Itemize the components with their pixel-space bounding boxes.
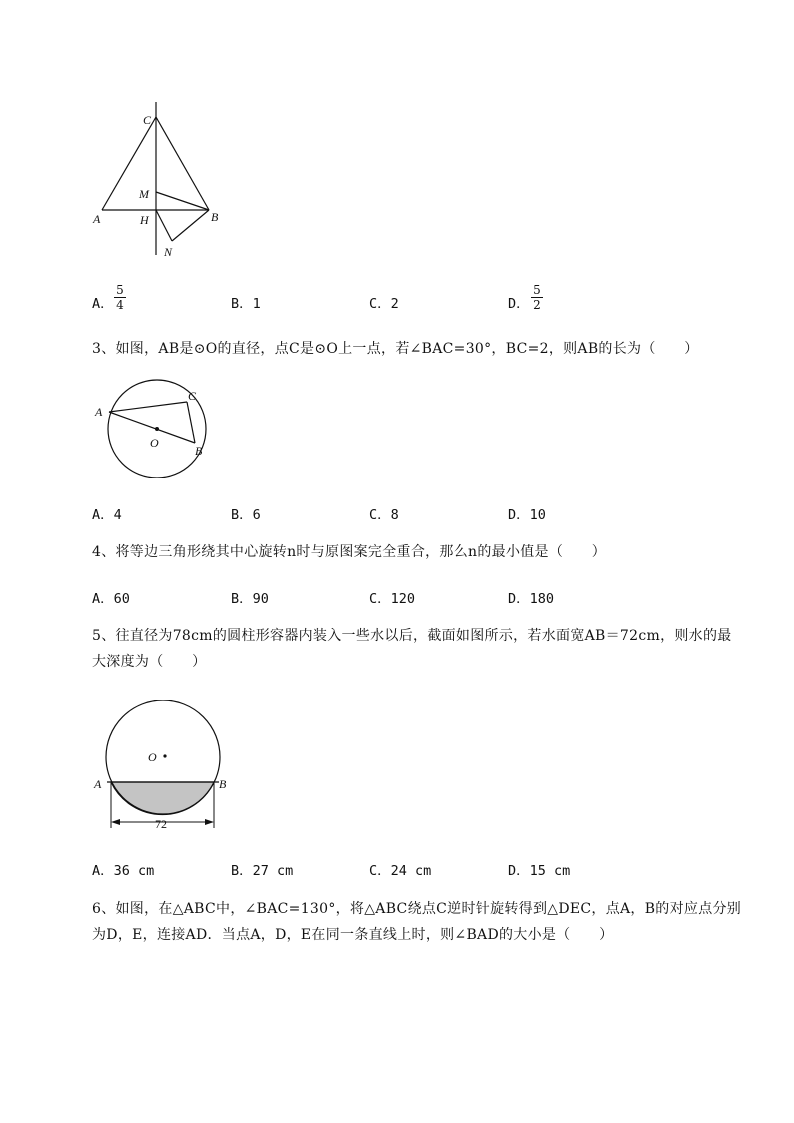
q4-option-b[interactable]: B．90 xyxy=(231,591,269,607)
q5-text-line1: 5、往直径为78cm的圆柱形容器内装入一些水以后，截面如图所示，若水面宽AB＝72cm，则水的最 xyxy=(92,628,732,644)
q3-figure xyxy=(88,378,218,478)
q5-label-b: B xyxy=(219,777,227,791)
q3-text: 3、如图，AB是⊙O的直径，点C是⊙O上一点，若∠BAC=30°，BC=2，则AB的长为（ ） xyxy=(92,341,699,357)
q3-label-b: B xyxy=(195,444,203,458)
q2-segment-nh xyxy=(156,210,172,241)
q5-option-c[interactable]: C．24 cm xyxy=(369,863,432,879)
q3-option-b[interactable]: B．6 xyxy=(231,507,261,523)
q2-option-c-value: 2 xyxy=(390,296,399,312)
q3-label-c: C xyxy=(188,389,197,403)
q6-text-line1: 6、如图，在△ABC中，∠BAC=130°，将△ABC绕点C逆时针旋转得到△DEC，点A，B的对应点分别 xyxy=(92,901,742,917)
q3-option-d[interactable]: D．10 xyxy=(508,507,546,523)
q2-option-a-numerator: 5 xyxy=(114,283,126,298)
q2-option-d-prefix: D． xyxy=(508,296,530,312)
q2-segment-mb xyxy=(156,192,209,210)
q5-label-width: 72 xyxy=(155,817,167,831)
q2-option-a[interactable] xyxy=(92,292,114,312)
q2-option-d-denominator: 2 xyxy=(533,298,541,312)
q2-option-b-prefix: B． xyxy=(231,296,253,312)
q2-label-a: A xyxy=(93,212,101,226)
q5-dimension-arrow-right xyxy=(205,819,214,825)
q2-option-b-value: 1 xyxy=(252,296,261,312)
q2-option-c-prefix: C． xyxy=(369,296,391,312)
q2-option-d-numerator: 5 xyxy=(531,283,543,298)
q2-side-cb xyxy=(156,117,209,210)
q2-label-m: M xyxy=(139,187,149,201)
q3-center-point xyxy=(155,427,159,431)
q2-label-b: B xyxy=(211,210,219,224)
q3-option-c[interactable]: C．8 xyxy=(369,507,399,523)
q3-chord-ac xyxy=(109,402,187,412)
q4-text: 4、将等边三角形绕其中心旋转n时与原图案完全重合，那么n的最小值是（ ） xyxy=(92,544,607,560)
q2-option-b[interactable] xyxy=(231,292,261,312)
q4-option-c[interactable]: C．120 xyxy=(369,591,416,607)
q5-figure xyxy=(88,700,238,840)
q2-option-c[interactable] xyxy=(369,292,399,312)
q6-text-line2: 为D，E，连接AD．当点A，D，E在同一条直线上时，则∠BAD的大小是（ ） xyxy=(92,927,614,943)
q2-label-h: H xyxy=(140,213,149,227)
q5-text-line2: 大深度为（ ） xyxy=(92,654,207,670)
q5-label-a: A xyxy=(94,777,102,791)
q2-option-a-prefix: A． xyxy=(92,296,114,312)
q2-label-n: N xyxy=(164,245,173,259)
q3-option-a[interactable]: A．4 xyxy=(92,507,122,523)
q2-segment-bn xyxy=(172,210,209,241)
q2-option-a-denominator: 4 xyxy=(116,298,124,312)
q3-chord-cb xyxy=(187,402,195,443)
q5-option-b[interactable]: B．27 cm xyxy=(231,863,294,879)
q2-option-d[interactable] xyxy=(508,292,530,312)
q3-label-a: A xyxy=(95,405,103,419)
q2-figure xyxy=(80,100,240,270)
q2-option-d-fraction xyxy=(531,283,543,312)
q3-label-o: O xyxy=(150,436,159,450)
q5-label-o: O xyxy=(148,750,157,764)
q5-center-point xyxy=(163,754,166,757)
q2-label-c: C xyxy=(143,113,152,127)
q5-option-d[interactable]: D．15 cm xyxy=(508,863,571,879)
q5-dimension-arrow-left xyxy=(111,819,120,825)
q4-option-d[interactable]: D．180 xyxy=(508,591,555,607)
q5-option-a[interactable]: A．36 cm xyxy=(92,863,155,879)
q2-option-a-fraction xyxy=(114,283,126,312)
q4-option-a[interactable]: A．60 xyxy=(92,591,130,607)
q5-water-segment xyxy=(111,782,214,815)
